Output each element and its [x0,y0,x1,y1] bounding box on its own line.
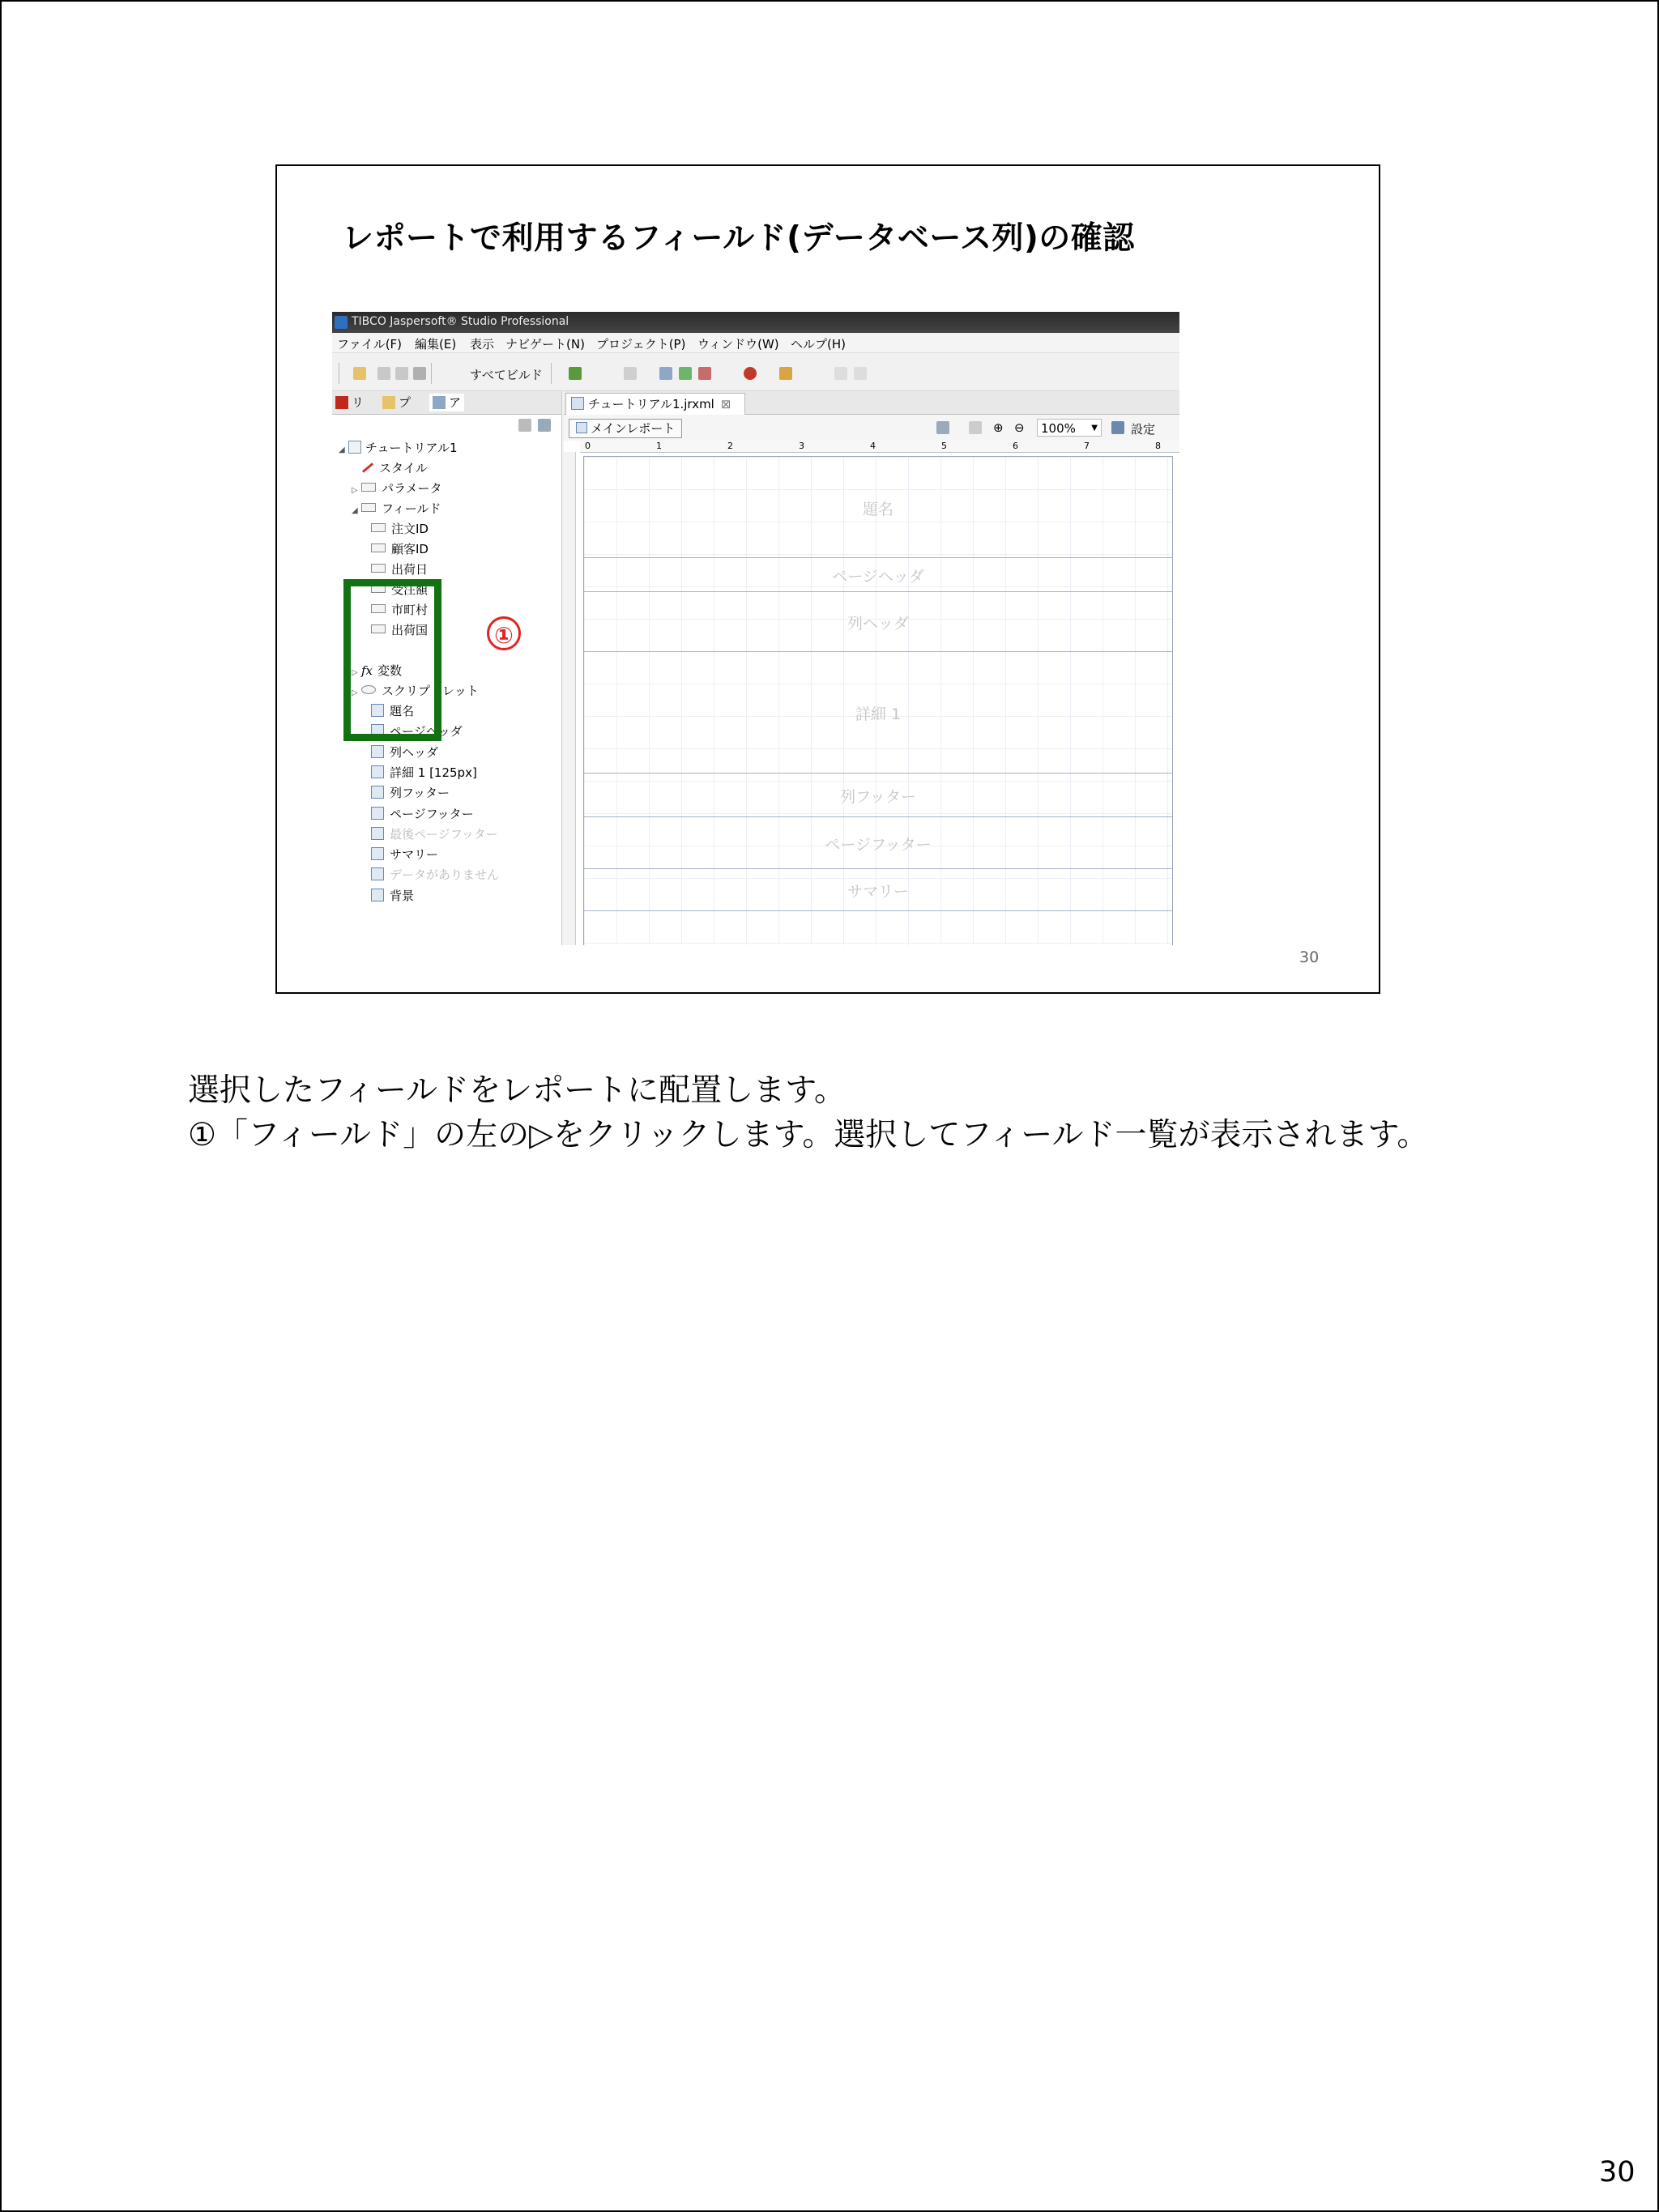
tree-band-label: 列ヘッダ [390,744,439,760]
expand-arrow-icon: ▷ [352,688,358,697]
project-icon [382,396,395,409]
slide-number: 30 [1299,948,1320,966]
back-icon[interactable] [834,367,847,380]
edit-report-icon[interactable] [698,367,711,380]
outline-pane [332,391,562,945]
print-icon[interactable] [413,367,426,380]
field-group-icon [361,503,376,512]
tree-field-item[interactable] [371,519,429,539]
menu-file[interactable]: ファイル(F) [337,337,403,352]
ruler-number: 4 [870,441,876,451]
tree-band-label: サマリー [390,847,439,863]
pane-tabs [332,391,561,415]
tab-repository-label: リ [352,395,365,410]
style-icon [362,462,373,473]
tree-band-item[interactable] [371,845,438,864]
page-icon[interactable] [936,421,949,434]
report-editor [564,391,1179,945]
caption-line-1: 選択したフィールドをレポートに配置します。 [188,1072,846,1109]
expand-arrow-icon: ▷ [352,486,358,495]
band-icon [371,867,384,880]
tree-field-item[interactable] [371,560,428,579]
build-all-button[interactable]: すべてビルド [470,368,543,382]
band-divider[interactable] [584,816,1172,817]
report-canvas[interactable] [583,456,1173,945]
tree-band-item[interactable] [371,886,414,906]
app-screenshot [332,312,1179,945]
band-divider[interactable] [584,557,1172,558]
tree-band-item[interactable] [371,743,438,762]
editor-toolbar [564,415,1179,441]
settings-icon[interactable] [1111,421,1124,434]
tree-band-label: 列フッター [390,786,450,801]
toolbar-separator [551,363,552,384]
band-divider[interactable] [584,868,1172,869]
tree-item-variables-label: 変数 [377,663,403,678]
report-icon [576,422,587,433]
band-icon [371,827,384,840]
band-icon [371,786,384,799]
ruler-number: 7 [1084,441,1090,451]
tree-band-label: ページヘッダ [390,724,463,739]
settings-label[interactable]: 設定 [1131,422,1156,437]
canvas-band-label: ページヘッダ [832,568,924,586]
ruler-number: 5 [941,441,947,451]
ruler-number: 0 [585,441,591,451]
expand-arrow-icon: ▷ [352,668,358,677]
field-label: 注文ID [391,522,429,536]
field-label: 受注額 [391,582,429,597]
tree-band-item[interactable] [371,865,499,884]
run-icon[interactable] [569,367,582,380]
ruler-vertical [564,452,576,945]
field-label: 出荷日 [391,562,429,577]
ruler-horizontal [580,441,1179,453]
tree-item-parameters[interactable] [352,479,442,498]
tree-band-label: ページフッター [390,806,474,821]
page-number: 30 [1599,2156,1636,2189]
annotation-marker: ① [487,616,521,650]
tree-root[interactable] [339,438,458,458]
field-label: 市町村 [391,603,429,617]
canvas-band-label: 詳細 1 [855,705,902,723]
menu-edit[interactable]: 編集(E) [415,337,457,352]
app-icon [335,316,348,329]
menubar [332,333,1179,353]
menu-view[interactable]: 表示 [470,337,495,352]
zoom-in-icon[interactable]: ⊕ [993,420,1004,435]
pen-icon[interactable] [779,367,792,380]
tree-item-parameters-label: パラメータ [382,481,442,496]
tab-project-label: プ [399,395,412,410]
band-divider[interactable] [584,651,1172,652]
save-icon[interactable] [377,367,390,380]
field-icon [371,564,386,573]
canvas-band-label: 列ヘッダ [847,615,909,633]
canvas-band-label: 列フッター [840,788,916,806]
tab-repository[interactable] [335,394,364,411]
tree-item-fields-label: フィールド [382,501,441,516]
window-title: TIBCO Jaspersoft® Studio Professional [352,315,569,328]
ruler-number: 3 [799,441,804,451]
report-file-icon [571,397,584,410]
layout-icon[interactable] [969,421,982,434]
report-icon[interactable] [659,367,672,380]
new-file-icon[interactable] [353,367,366,380]
window-titlebar [332,312,1179,333]
save-all-icon[interactable] [395,367,408,380]
forward-icon[interactable] [854,367,867,380]
tree-item-style[interactable] [361,458,428,478]
tree-band-label: 題名 [390,704,415,718]
band-divider[interactable] [584,910,1172,911]
menu-navigate[interactable]: ナビゲート(N) [505,337,585,352]
chevron-down-icon: ▼ [1091,424,1098,433]
canvas-band-label: サマリー [847,883,909,901]
band-icon [371,889,384,901]
canvas-band-label: ページフッター [825,836,932,854]
band-icon [371,765,384,778]
function-icon: fx [361,663,373,678]
close-icon[interactable]: ⊠ [720,397,731,411]
collapse-arrow-icon: ◢ [352,506,358,515]
pane-tools [332,414,561,438]
tree-field-item[interactable] [371,539,429,559]
band-icon [371,807,384,820]
menu-project[interactable]: プロジェクト(P) [596,337,686,352]
menu-window[interactable]: ウィンドウ(W) [697,337,779,352]
tree-item-scriptlets-label: スクリプトレット [382,684,479,698]
collapse-arrow-icon: ◢ [339,445,345,454]
tree-item-style-label: スタイル [379,461,428,475]
tree-band-item[interactable] [371,804,474,824]
tree-root-label: チュートリアル1 [365,441,458,455]
editor-tab[interactable] [565,393,745,415]
toolbar-separator [431,363,432,384]
ruler-number: 2 [727,441,733,451]
editor-tabbar [564,391,1179,415]
parameter-icon [361,483,376,492]
ruler-number: 6 [1013,441,1018,451]
main-toolbar [332,353,1179,391]
outline-icon [433,396,446,409]
zoom-select[interactable] [1037,419,1102,437]
tree-band-label: 最後ページフッター [390,826,498,842]
tree-band-item[interactable] [371,783,450,803]
tree-item-fields[interactable] [352,499,441,518]
main-report-button[interactable] [569,419,682,438]
field-label: 出荷国 [391,623,429,637]
editor-tab-label: チュートリアル1.jrxml [588,397,714,411]
band-icon [371,847,384,860]
ruler-number: 8 [1155,441,1161,451]
band-divider[interactable] [584,591,1172,592]
ruler-number: 1 [656,441,662,451]
tab-outline-label: ア [449,395,462,410]
main-report-label: メインレポート [591,421,676,436]
band-icon [371,745,384,758]
caption-line-2: ①「フィールド」の左の▷をクリックします。選択してフィールド一覧が表示されます。 [188,1117,1429,1153]
tree-band-label: 詳細 1 [125px] [390,765,477,780]
canvas-band-label: 題名 [862,501,893,518]
field-icon [371,523,386,532]
slide [275,164,1380,994]
zoom-value: 100% [1041,421,1076,436]
menu-help[interactable]: ヘルプ(H) [791,337,846,352]
repository-icon [335,396,348,409]
tree-band-label: データがありません [390,867,500,883]
tree-band-item[interactable] [371,763,477,782]
preview-icon[interactable] [624,367,637,380]
field-label: 顧客ID [391,542,429,556]
link-editor-icon[interactable] [538,419,551,432]
report-file-icon [348,441,361,454]
collapse-all-icon[interactable] [518,419,531,432]
dataset-icon[interactable] [679,367,692,380]
band-divider[interactable] [584,773,1172,774]
fields-highlight-box [343,579,441,741]
tab-project[interactable] [382,394,411,411]
tab-outline[interactable] [429,394,464,411]
debug-icon[interactable] [744,367,757,380]
zoom-out-icon[interactable]: ⊖ [1014,420,1025,435]
slide-title: レポートで利用するフィールド(データベース列)の確認 [342,220,1135,257]
field-icon [371,543,386,552]
tree-band-label: 背景 [390,888,415,903]
tree-band-item[interactable] [371,825,498,844]
